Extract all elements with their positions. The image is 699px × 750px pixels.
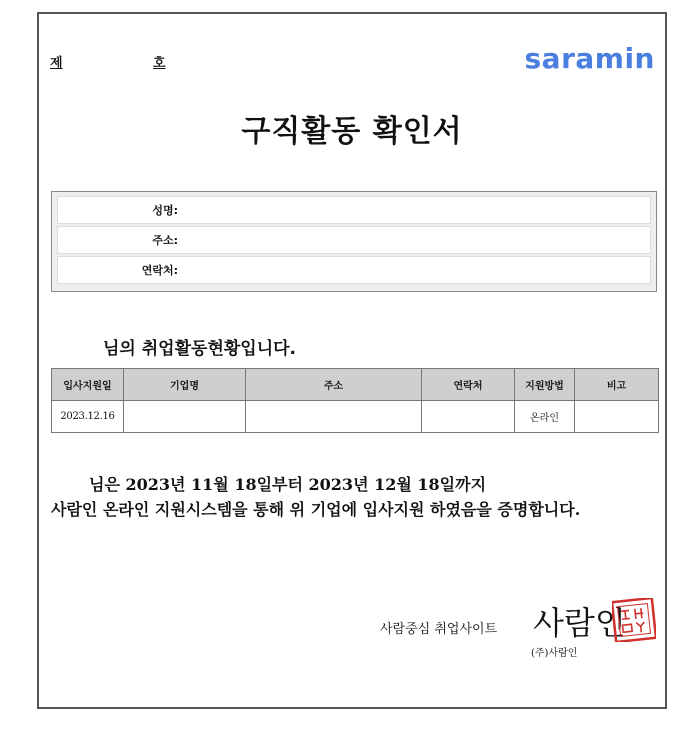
document-title: 구직활동 확인서 [241,114,463,149]
table-row [52,401,659,433]
statement-line-2: 사람인 온라인 지원시스템을 통해 위 기업에 입사지원 하였음을 증명합니다. [51,500,581,519]
footer-caption: 사람중심 취업사이트 [380,622,498,637]
cell-apply-date: 2023.12.16 [52,401,124,433]
col-header-contact: 연락처 [422,369,515,401]
col-header-apply-date: 입사지원일 [52,369,124,401]
cell-method: 온라인 [515,401,575,433]
footer-brand: 사람인 [533,604,626,642]
applicant-info-box [51,191,657,292]
cell-address [246,401,422,433]
table-header-row [52,369,659,401]
statement-line-1: 님은 2023년 11월 18일부터 2023년 12월 18일까지 [89,475,487,494]
certificate-page [37,12,667,709]
cell-company [124,401,246,433]
saramin-logo: saramin [524,42,655,75]
cell-contact [422,401,515,433]
doc-number-label-je: 제 [50,56,63,71]
col-header-address: 주소 [246,369,422,401]
col-header-company: 기업명 [124,369,246,401]
address-label: 주소: [152,234,178,247]
company-seal-icon [612,598,656,642]
intro-text: 님의 취업활동현황입니다. [103,339,297,359]
certification-statement [51,472,661,522]
name-row [57,196,651,224]
footer-company: (주)사람인 [531,648,578,659]
contact-label: 연락처: [141,264,178,277]
col-header-note: 비고 [575,369,659,401]
name-label: 성명: [152,204,178,217]
contact-row [57,256,651,284]
cell-note [575,401,659,433]
col-header-method: 지원방법 [515,369,575,401]
address-row [57,226,651,254]
application-table [51,368,659,433]
doc-number-label-ho: 호 [153,56,166,71]
